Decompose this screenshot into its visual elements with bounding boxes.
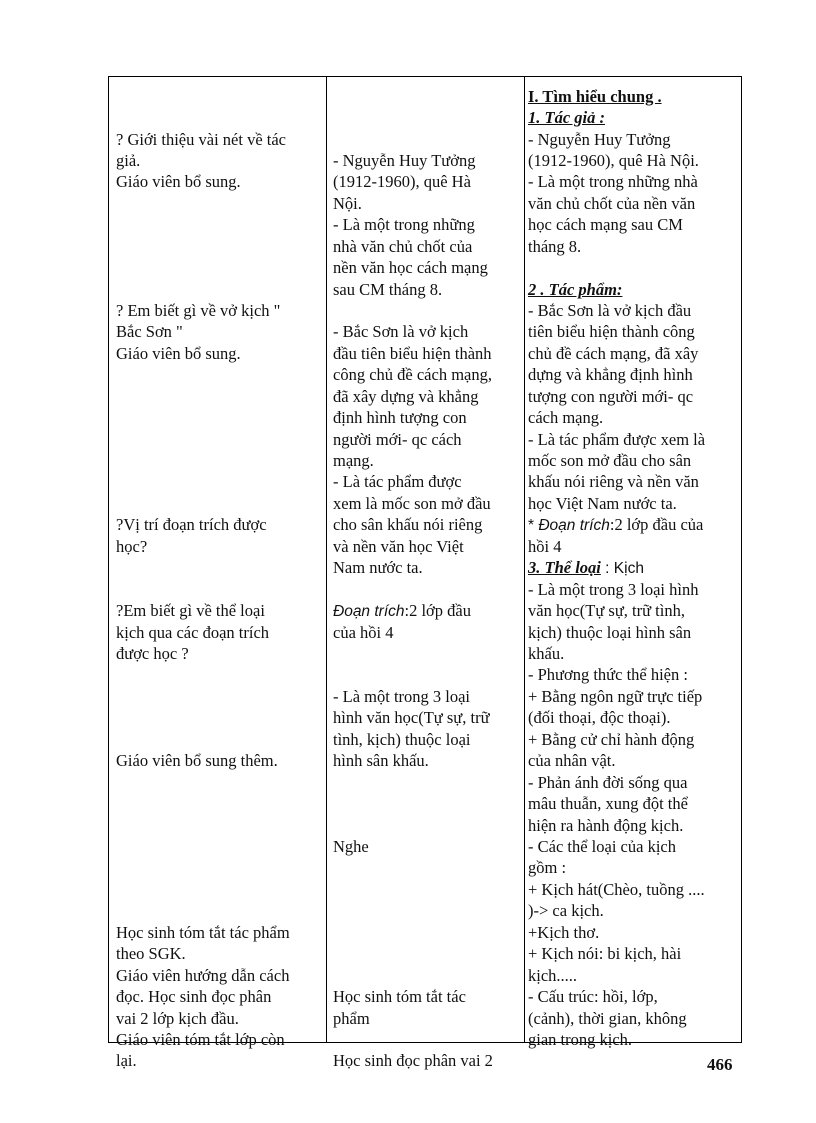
text-line: văn học(Tự sự, trữ tình,	[528, 601, 685, 620]
text-line: học cách mạng sau CM	[528, 215, 683, 234]
excerpt-label: Đoạn trích	[333, 603, 405, 620]
text-line: - Nguyễn Huy Tưởng	[333, 151, 476, 170]
text-line: - Là một trong những	[333, 215, 475, 234]
text-line: ?Vị trí đoạn trích được	[116, 515, 267, 534]
page-number: 466	[707, 1055, 733, 1074]
text-line: (1912-1960), quê Hà	[333, 172, 471, 191]
text-line: - Bắc Sơn là vở kịch đầu	[528, 301, 692, 320]
text-line: +Kịch thơ.	[528, 923, 600, 942]
text-line: Học sinh tóm tắt tác phẩm	[116, 923, 290, 942]
text-line: Học sinh đọc phân vai 2	[333, 1051, 493, 1070]
text-line: mâu thuẫn, xung đột thể	[528, 794, 688, 813]
text-line: Bắc Sơn "	[116, 322, 183, 341]
teacher-activity-column	[109, 77, 327, 1070]
subsection-heading: 1. Tác giả :	[528, 108, 605, 127]
text-line: Giáo viên hướng dẫn cách	[116, 966, 290, 985]
text-line: khấu nói riêng và nền văn	[528, 472, 699, 491]
text-line: - Phản ánh đời sống qua	[528, 773, 688, 792]
excerpt-value: :2 lớp đầu của	[609, 515, 704, 534]
text-line: tình, kịch) thuộc loại	[333, 730, 471, 749]
content-column	[525, 77, 742, 1049]
text-line: kịch) thuộc loại hình sân	[528, 623, 692, 642]
text-line: theo SGK.	[116, 944, 186, 963]
text-line: cho sân khấu nói riêng	[333, 515, 483, 534]
text-line: )-> ca kịch.	[528, 901, 604, 920]
section-heading: I. Tìm hiểu chung .	[528, 87, 662, 106]
text-line: + Bằng cử chỉ hành động	[528, 730, 695, 749]
text-line: tiên biểu hiện thành công	[528, 322, 695, 341]
text-line: kịch qua các đoạn trích	[116, 623, 270, 642]
text-line: + Kịch hát(Chèo, tuồng ....	[528, 880, 705, 899]
text-line: khấu.	[528, 644, 565, 663]
text-line: vai 2 lớp kịch đầu.	[116, 1009, 239, 1028]
text-line: học Việt Nam nước ta.	[528, 494, 677, 513]
text-line: của hồi 4	[333, 623, 394, 642]
text-line: học?	[116, 537, 148, 556]
text-line: gian trong kịch.	[528, 1030, 633, 1049]
text-line: dựng và khẳng định hình	[528, 365, 693, 384]
text-line: sau CM tháng 8.	[333, 280, 443, 299]
text-line: Nam nước ta.	[333, 558, 423, 577]
text-line: cách mạng.	[528, 408, 604, 427]
text-line: đọc. Học sinh đọc phân	[116, 987, 272, 1006]
text-line: Giáo viên bổ sung.	[116, 172, 241, 191]
text-line: đầu tiên biểu hiện thành	[333, 344, 492, 363]
text-line: hình văn học(Tự sự, trữ	[333, 708, 490, 727]
text-line: (đối thoại, độc thoại).	[528, 708, 671, 727]
text-line: + Kịch nói: bi kịch, hài	[528, 944, 682, 963]
excerpt-label: Đoạn trích	[538, 517, 610, 534]
text-line: ? Giới thiệu vài nét về tác	[116, 130, 286, 149]
text-line: và nền văn học Việt	[333, 537, 464, 556]
text-line	[333, 600, 471, 622]
text-line: tượng con người mới- qc	[528, 387, 694, 406]
text-line: (cảnh), thời gian, không	[528, 1009, 687, 1028]
subsection-heading: 3. Thể loại	[528, 558, 601, 577]
text-line: tháng 8.	[528, 237, 582, 256]
text-line: của nhân vật.	[528, 751, 616, 770]
text-line: giả.	[116, 151, 141, 170]
text-line: nền văn học cách mạng	[333, 258, 488, 277]
text-line: - Là một trong 3 loại hình	[528, 580, 699, 599]
text-line: - Cấu trúc: hồi, lớp,	[528, 987, 658, 1006]
text-line: văn chủ chốt của nền văn	[528, 194, 696, 213]
text-line: - Là tác phẩm được	[333, 472, 462, 491]
text-line: Giáo viên bổ sung.	[116, 344, 241, 363]
text-line: - Phương thức thể hiện :	[528, 665, 688, 684]
text-line: - Là tác phẩm được xem là	[528, 430, 706, 449]
bullet: *	[528, 517, 539, 534]
text-line: công chủ đề cách mạng,	[333, 365, 492, 384]
genre-value: : Kịch	[600, 560, 644, 577]
text-line: ? Em biết gì về vở kịch "	[116, 301, 281, 320]
text-line: Nghe	[333, 837, 369, 856]
text-line: (1912-1960), quê Hà Nội.	[528, 151, 699, 170]
text-line: chủ đề cách mạng, đã xây	[528, 344, 699, 363]
text-line: - Bắc Sơn là vở kịch	[333, 322, 469, 341]
text-line: ?Em biết gì về thể loại	[116, 601, 265, 620]
text-line	[528, 557, 644, 579]
text-line: được học ?	[116, 644, 189, 663]
text-line: mốc son mở đầu cho sân	[528, 451, 692, 470]
text-line: xem là mốc son mở đầu	[333, 494, 491, 513]
text-line: đã xây dựng và khẳng	[333, 387, 479, 406]
text-line: - Các thể loại của kịch	[528, 837, 676, 856]
text-line: hồi 4	[528, 537, 562, 556]
text-line: - Là một trong những nhà	[528, 172, 698, 191]
text-line	[528, 514, 703, 536]
text-line: + Bằng ngôn ngữ trực tiếp	[528, 687, 703, 706]
text-line: hiện ra hành động kịch.	[528, 816, 684, 835]
text-line: Học sinh tóm tắt tác	[333, 987, 466, 1006]
text-line: phẩm	[333, 1009, 370, 1028]
excerpt-value: :2 lớp đầu	[404, 601, 471, 620]
text-line: Nội.	[333, 194, 362, 213]
student-activity-column	[327, 77, 525, 1070]
subsection-heading: 2 . Tác phẩm:	[528, 280, 623, 299]
text-line: lại.	[116, 1051, 137, 1070]
text-line: - Là một trong 3 loại	[333, 687, 471, 706]
text-line: Giáo viên bổ sung thêm.	[116, 751, 278, 770]
text-line: người mới- qc cách	[333, 430, 462, 449]
text-line: định hình tượng con	[333, 408, 467, 427]
text-line: - Nguyễn Huy Tưởng	[528, 130, 671, 149]
table-row	[109, 77, 742, 1043]
text-line: mạng.	[333, 451, 374, 470]
text-line: Giáo viên tóm tắt lớp còn	[116, 1030, 285, 1049]
text-line: hình sân khấu.	[333, 751, 429, 770]
text-line: nhà văn chủ chốt của	[333, 237, 473, 256]
text-line: gồm :	[528, 858, 567, 877]
text-line: kịch.....	[528, 966, 578, 985]
